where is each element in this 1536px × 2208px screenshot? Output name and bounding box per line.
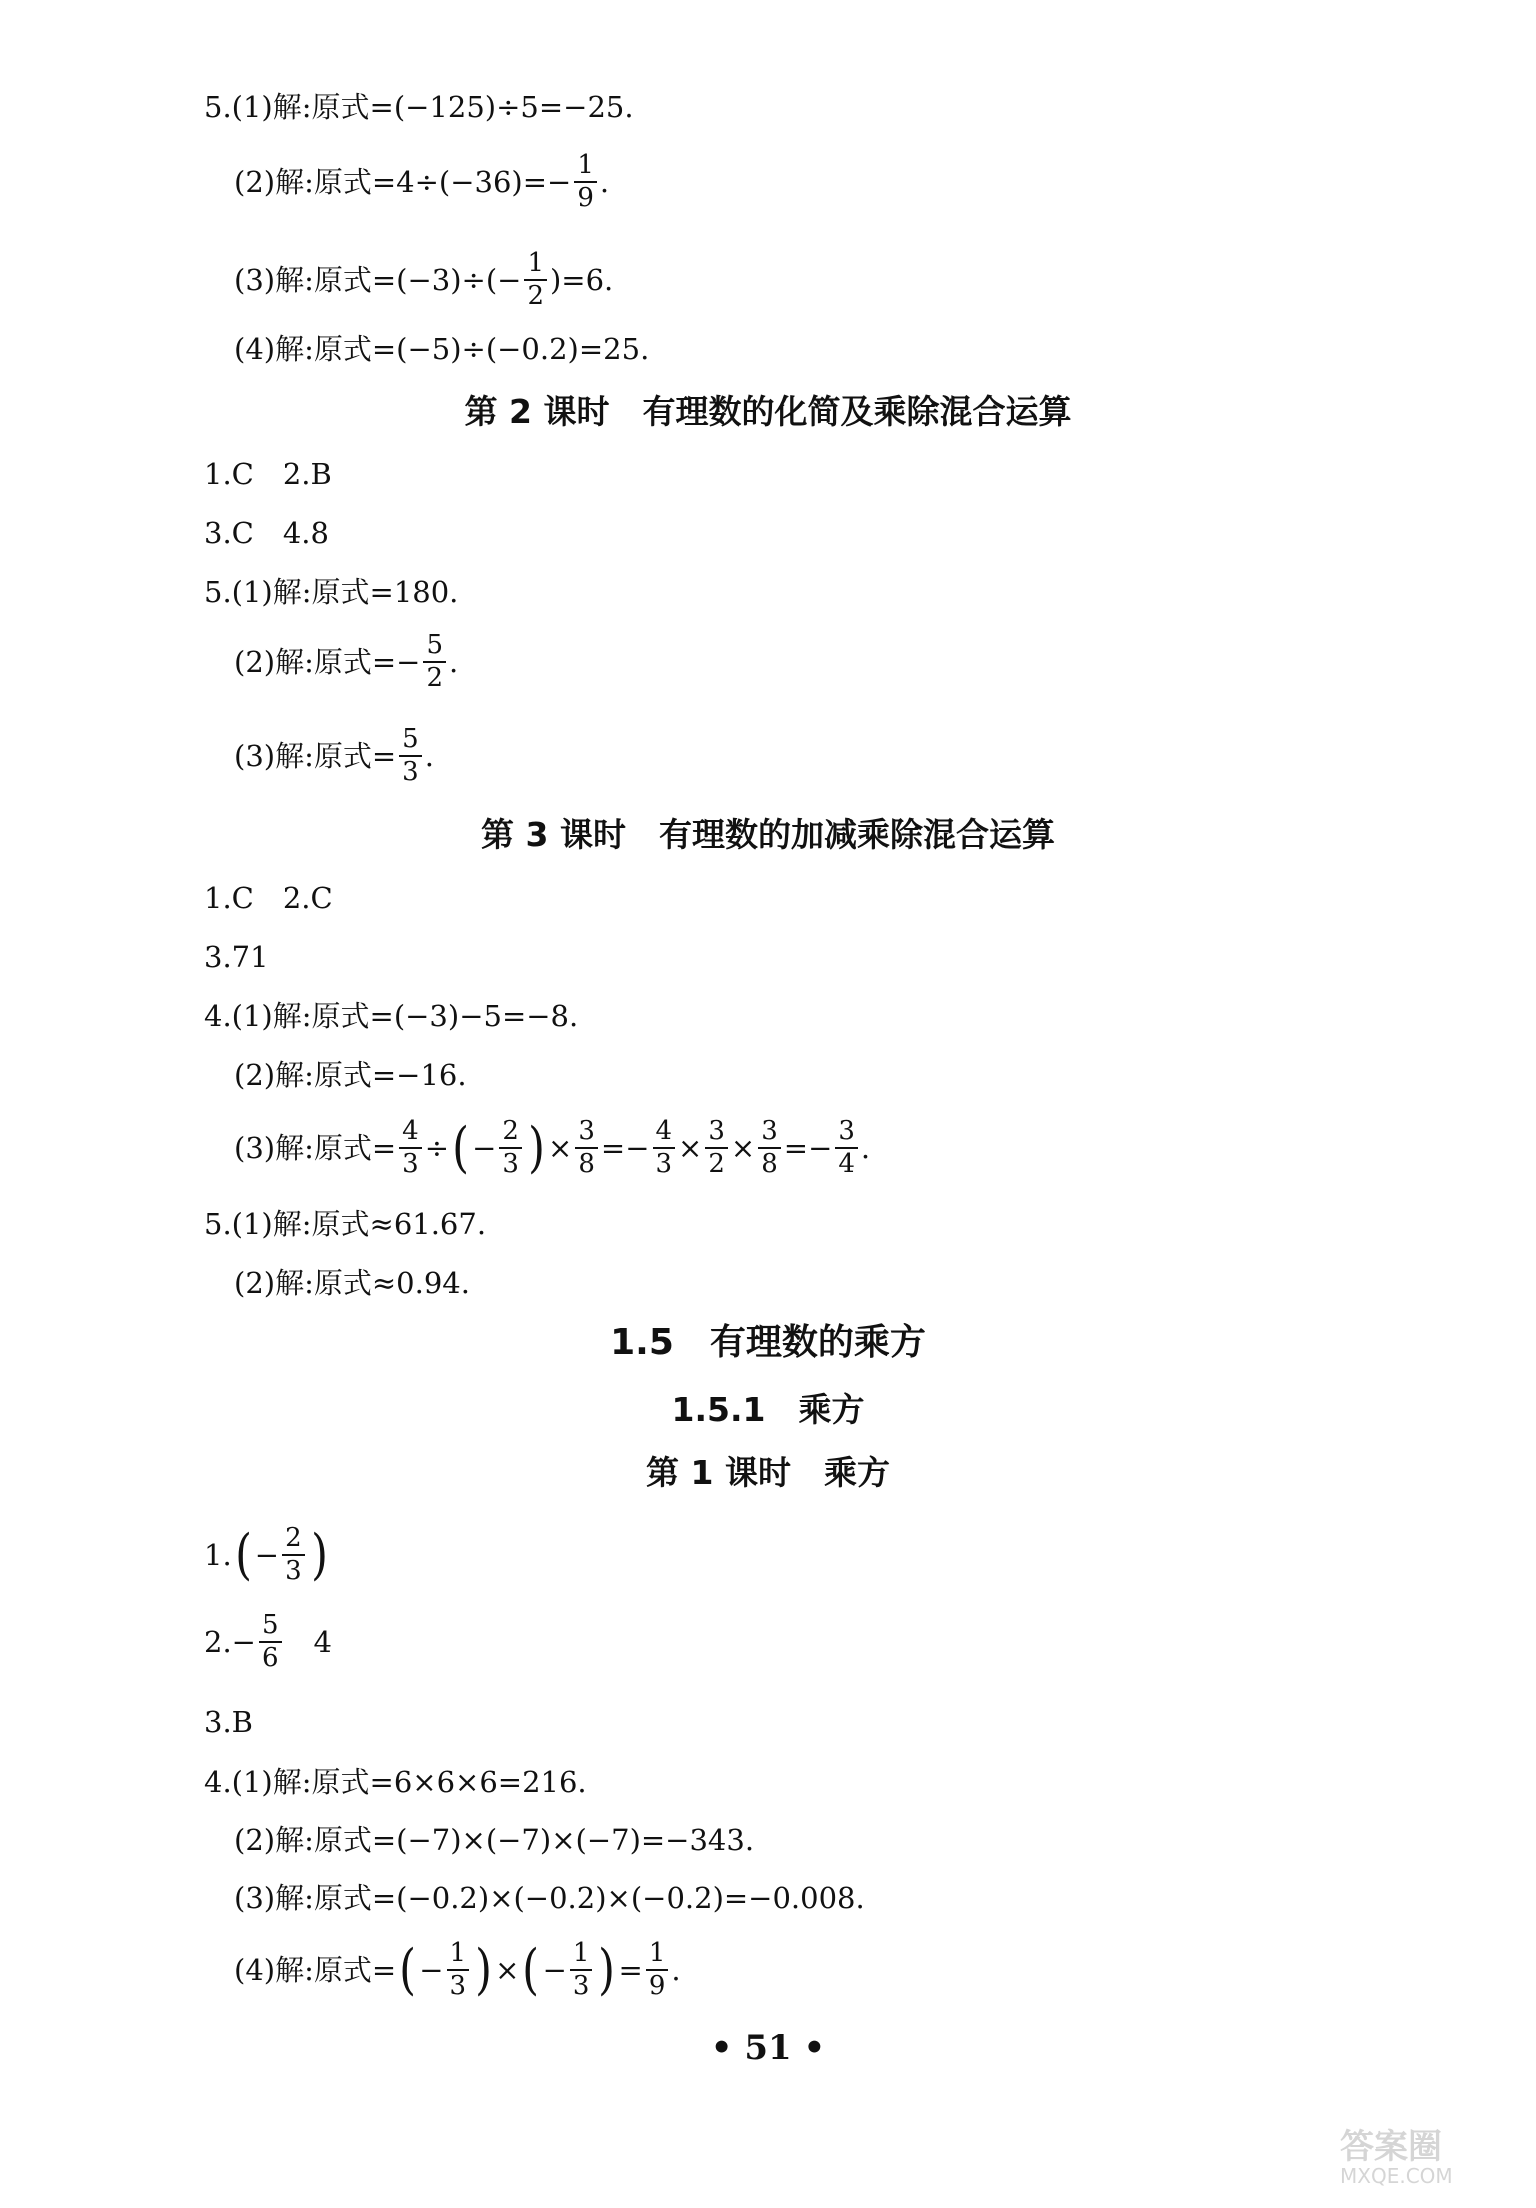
fraction: $\frac{5}{2}$ — [423, 632, 446, 693]
fraction: $\frac{3}{8}$ — [575, 1118, 598, 1179]
left-parenthesis: ( — [522, 1938, 540, 2002]
fraction: $\frac{2}{3}$ — [499, 1118, 522, 1179]
answer-line: (3)解:原式= $\frac{5}{3}$ . — [234, 724, 434, 788]
fraction: $\frac{1}{2}$ — [524, 250, 547, 311]
answer-line: (4)解:原式=(−5)÷(−0.2)=25. — [234, 332, 650, 366]
answer-line: (3)解:原式=(−3)÷(− $\frac{1}{2}$ )=6. — [234, 248, 614, 312]
answer-line: (2)解:原式=−16. — [234, 1058, 467, 1092]
answer-line: 4.(1)解:原式=(−3)−5=−8. — [204, 999, 579, 1033]
answer-line: 5.(1)解:原式≈61.67. — [204, 1207, 487, 1241]
fraction: $\frac{1}{9}$ — [574, 152, 597, 213]
page-number: • 51 • — [710, 2028, 826, 2068]
fraction: $\frac{3}{4}$ — [835, 1118, 858, 1179]
fraction: $\frac{5}{3}$ — [399, 726, 422, 787]
answer-line: (2)解:原式=4÷(−36)=− $\frac{1}{9}$ . — [234, 150, 610, 214]
answer-line: 3.C 4.8 — [204, 516, 329, 550]
answer-line: 3.71 — [204, 940, 269, 974]
answer-line: (3)解:原式=(−0.2)×(−0.2)×(−0.2)=−0.008. — [234, 1881, 865, 1915]
section-heading: 1.5 有理数的乘方 — [610, 1322, 926, 1363]
fraction: $\frac{2}{3}$ — [282, 1525, 305, 1586]
answer-line: (2)解:原式≈0.94. — [234, 1266, 470, 1300]
subsection-heading: 1.5.1 乘方 — [671, 1390, 865, 1429]
section-heading: 第 3 课时 有理数的加减乘除混合运算 — [481, 815, 1055, 854]
answer-line: 2.− $\frac{5}{6}$ 4 — [204, 1610, 332, 1674]
fraction: $\frac{4}{3}$ — [399, 1118, 422, 1179]
fraction: $\frac{4}{3}$ — [653, 1118, 676, 1179]
fraction: $\frac{3}{8}$ — [758, 1118, 781, 1179]
left-parenthesis: ( — [452, 1116, 469, 1180]
answer-line: 1.C 2.B — [204, 457, 332, 491]
answer-line: (2)解:原式=− $\frac{5}{2}$ . — [234, 630, 459, 694]
left-parenthesis: ( — [234, 1523, 252, 1587]
answer-line: 4.(1)解:原式=6×6×6=216. — [204, 1765, 587, 1799]
answer-line: 3.B — [204, 1705, 253, 1739]
left-parenthesis: ( — [399, 1938, 417, 2002]
answer-line: 1.C 2.C — [204, 881, 333, 915]
answer-line: (2)解:原式=(−7)×(−7)×(−7)=−343. — [234, 1823, 755, 1857]
right-parenthesis: ) — [598, 1938, 616, 2002]
answer-line: 5.(1)解:原式=(−125)÷5=−25. — [204, 90, 634, 124]
right-parenthesis: ) — [475, 1938, 493, 2002]
section-heading: 第 2 课时 有理数的化简及乘除混合运算 — [464, 392, 1072, 431]
right-parenthesis: ) — [310, 1523, 328, 1587]
fraction: $\frac{1}{3}$ — [570, 1940, 593, 2001]
answer-line: (3)解:原式= $\frac{4}{3}$ ÷ ( − $\frac{2}{3}$ ) × $\frac{3}{8}$ =− $\frac{4}{3}$ × $\frac{3}{2}$ × $\frac{3}{8}$ =− $\frac{3}{4}$ . — [234, 1116, 871, 1180]
right-parenthesis: ) — [528, 1116, 545, 1180]
fraction: $\frac{1}{9}$ — [646, 1940, 669, 2001]
fraction: $\frac{3}{2}$ — [705, 1118, 728, 1179]
answer-line: 5.(1)解:原式=180. — [204, 575, 459, 609]
answer-line: 1. ( − $\frac{2}{3}$ ) — [204, 1523, 328, 1587]
answer-line: (4)解:原式= ( − $\frac{1}{3}$ ) × ( − $\frac{1}{3}$ ) = $\frac{1}{9}$ . — [234, 1938, 681, 2002]
watermark-logo: 答案圈 MXQE.COM — [1340, 2127, 1453, 2188]
fraction: $\frac{1}{3}$ — [447, 1940, 470, 2001]
fraction: $\frac{5}{6}$ — [259, 1612, 282, 1673]
lesson-heading: 第 1 课时 乘方 — [646, 1453, 890, 1492]
